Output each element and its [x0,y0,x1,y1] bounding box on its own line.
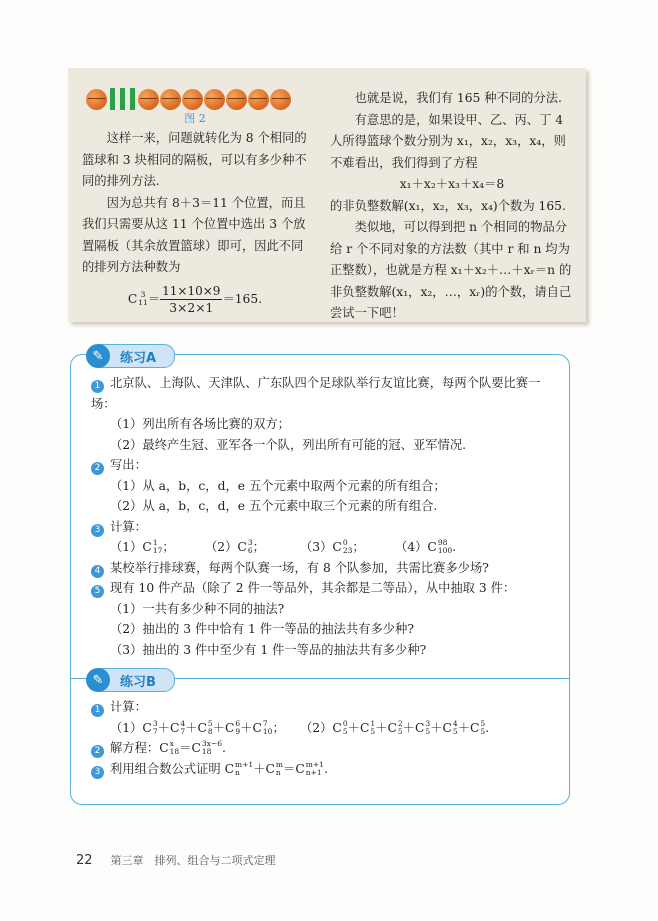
figure-2-balls-and-dividers [86,88,308,110]
calc-label: （3） [300,540,333,554]
exercise-item [91,373,559,414]
calc-label: （2） [300,720,333,735]
divider-icon [120,88,125,110]
calc-label: （4） [395,540,428,554]
exercise-text: 利用组合数公式证明 [110,761,225,776]
c-symbol: C [387,720,397,735]
combination [332,537,352,558]
paragraph: 的非负整数解(x₁，x₂，x₃，x₄)个数为 165. [330,198,566,213]
c-symbol: C [197,720,207,735]
combination [415,718,430,739]
basketball-icon [226,89,247,110]
exercise-text: 计算： [110,519,147,534]
indices [343,720,348,736]
subscript: 10 [262,726,273,736]
page-number: 22 [76,853,93,868]
pencil-icon: ✎ [86,668,110,692]
indices [235,761,253,777]
indices [398,720,403,736]
subscript: 9 [235,726,241,736]
subscript: n [275,767,281,777]
superscript: 98 [437,538,448,548]
subscript: 11 [138,298,148,308]
subscript: n [235,767,240,777]
exercise-subitem: （1）从 a，b，c，d，e 五个元素中取两个元素的所有组合； [110,478,446,493]
paragraph: 有意思的是，如果设甲、乙、丙、丁 4 人所得篮球个数分别为 x₁，x₂，x₃，x₄，则不难看出，我们得到了方程 [330,112,566,170]
subscript: 7 [180,726,186,736]
combination [387,718,402,739]
c-symbol: C [414,720,425,735]
indices [438,539,452,555]
subscript: 7 [152,726,158,736]
subscript: 18 [169,747,180,757]
divider-icon [110,88,115,110]
calc-label: （1） [110,540,143,554]
exercise-text: 解方程： [110,741,160,755]
equals: ＝ [147,291,161,306]
superscript: 1 [370,718,376,728]
superscript: 5 [207,718,213,728]
chapter-title: 第三章 排列、组合与二项式定理 [110,854,276,867]
c-symbol: C [470,720,480,735]
indices [180,720,185,736]
indices [170,740,180,756]
c-symbol: C [224,761,235,776]
superscript: 6 [235,718,241,728]
exercise-number-badge: 2 [91,745,104,758]
subscript: 23 [342,546,353,556]
basketball-icon [248,89,269,110]
subscript: 5 [425,726,431,736]
pencil-icon: ✎ [86,344,110,368]
calc-label: （1） [110,720,143,735]
punct: . [323,761,328,776]
c-symbol: C [252,720,262,735]
punct: ； [252,540,265,554]
superscript: 3 [152,718,158,728]
exercise-number-badge: 4 [91,565,104,578]
superscript: 1 [152,538,158,548]
superscript: m+1 [235,759,254,769]
calc-label: （2） [205,540,238,554]
combination [225,759,254,780]
combination-formula [82,283,308,316]
c-symbol: C [359,720,370,735]
c-symbol: C [191,741,201,755]
fraction [160,283,222,316]
superscript: 3x−6 [201,739,222,749]
superscript: 7 [262,718,268,728]
subscript: 8 [207,726,213,736]
paragraph: 因为总共有 8＋3＝11 个位置，而且我们只需要从这 11 个位置中选出 3 个放置隔板（其余放置篮球）即可，因此不同的排列方法种数为 [82,195,306,274]
punct: ； [352,540,365,554]
calc-item [110,537,205,558]
calc-row [91,718,559,739]
indices [370,720,375,736]
exercise-number-badge: 3 [91,766,104,779]
c-symbol: C [237,540,247,554]
calc-row [91,537,559,558]
superscript: 0 [342,538,348,548]
c-symbol: C [224,720,235,735]
indices [343,539,353,555]
c-symbol: C [427,540,437,554]
paragraph: 类似地，可以得到把 n 个相同的物品分给 r 个不同对象的方法数（其中 r 和 n 均为正整数），也就是方程 x₁＋x₂＋…＋xᵣ＝n 的非负整数解(x₁，x₂，…，xᵣ)的个数，请自己尝试一下吧！ [330,220,572,320]
indices [153,539,163,555]
combination [332,718,347,739]
indices [235,720,240,736]
basketball-icon [270,89,291,110]
combination [197,718,212,739]
subscript: 5 [370,726,376,736]
calc-expression: （2） C 0 5 ＋ C 1 5 ＋ C 2 5 ＋ C 3 5 ＋ C 4 5 ＋ C 5 5 . [300,718,489,739]
punct: . [452,540,457,554]
exercise-subitem: （2）从 a，b，c，d，e 五个元素中取三个元素的所有组合. [110,499,438,513]
indices [453,720,458,736]
exercise-item [91,697,559,718]
basketball-icon [182,89,203,110]
right-column [330,88,574,325]
left-column [82,88,308,316]
exercise-b-list [91,697,559,779]
basketball-icon [138,89,159,110]
c-symbol: C [142,540,152,554]
basketball-icon [160,89,181,110]
exercise-item [91,558,559,579]
exercise-number-badge: 5 [91,585,104,598]
exercise-title: 练习A [120,350,157,366]
explanation-box [68,68,586,322]
exercise-number-badge: 2 [91,462,104,475]
punct: ； [162,540,175,554]
c-symbol: C [265,761,275,776]
superscript: 0 [342,718,348,728]
exercise-subitem: （3）抽出的 3 件中至少有 1 件一等品的抽法共有多少种? [110,642,427,657]
indices [276,761,283,777]
indices [153,720,158,736]
exercise-item: 2 解方程： C x 18 ＝ C 3x−6 18 . [91,738,559,759]
superscript: 5 [480,718,486,728]
exercise-subitem: （2）最终产生冠、亚军各一个队，列出所有可能的冠、亚军情况. [110,437,467,452]
subscript: 5 [397,726,403,736]
exercise-number-badge: 1 [91,380,104,393]
combination [266,759,284,780]
subscript: 17 [152,546,163,556]
result: ＝165. [222,291,263,306]
combination [360,718,375,739]
exercise-text: 计算： [110,700,147,714]
exercise-item [91,517,559,538]
c-symbol: C [442,720,452,735]
exercise-number-badge: 1 [91,704,104,717]
exercise-item: 3 利用组合数公式证明 C m+1 n ＋ C m n ＝ C m+1 n+1 . [91,759,559,780]
calc-item [205,537,300,558]
combination [142,718,157,739]
exercise-text: 写出： [110,458,147,472]
indices [208,720,213,736]
paragraph: 这样一来，问题就转化为 8 个相同的篮球和 3 块相同的隔板，可以有多少种不同的排列方法. [82,131,307,188]
combination [427,537,452,558]
paragraph: 也就是说，我们有 165 种不同的分法. [354,91,562,105]
superscript: m [275,759,284,769]
combination [191,738,221,759]
combination [142,537,162,558]
calc-item [395,537,490,558]
exercise-text: 某校举行排球赛，每两个队赛一场，有 8 个队参加，共需比赛多少场? [110,560,489,575]
exercise-item [91,578,559,599]
punct: ； [272,720,285,735]
exercise-a-list [91,373,559,660]
punct: . [485,720,490,735]
subscript: 18 [201,747,212,757]
exercise-title: 练习B [120,674,156,690]
exercise-b-box [70,672,570,805]
basketball-icon [86,89,107,110]
exercise-a-box [70,348,570,680]
divider-icon [130,88,135,110]
c-symbol: C [332,540,342,554]
subscript: 6 [247,546,253,556]
combination [470,718,485,739]
superscript: 3 [425,718,431,728]
exercise-b-header [89,668,175,692]
indices [425,720,430,736]
combination [159,738,179,759]
exercise-subitem: （1）一共有多少种不同的抽法? [110,601,285,616]
calc-item [300,537,395,558]
combination [252,718,272,739]
exercise-a-header [89,344,175,368]
superscript: x [169,739,174,749]
superscript: 4 [180,718,186,728]
calc-expression: （1） C 3 7 ＋ C 4 7 ＋ C 5 8 ＋ C 6 9 ＋ C 7 10 ； [110,718,300,739]
superscript: m+1 [305,759,324,769]
basketball-icon [204,89,225,110]
subscript: 5 [342,726,348,736]
exercise-item [91,455,559,476]
superscript: 3 [140,290,146,300]
equation: x₁＋x₂＋x₃＋x₄＝8 [399,177,505,191]
figure-caption: 图 2 [184,112,206,125]
exercise-text: 北京队、上海队、天津队、广东队四个足球队举行友谊比赛，每两个队要比赛一场： [91,376,541,411]
c-symbol: C [169,720,180,735]
superscript: 3 [247,538,253,548]
subscript: 100 [437,546,453,556]
subscript: n+1 [305,767,322,777]
combination [295,759,324,780]
punct: . [221,741,226,755]
c-symbol: C [295,761,305,776]
c-symbol: C [332,720,342,735]
exercise-text: 现有 10 件产品（除了 2 件一等品外，其余都是二等品），从中抽取 3 件： [110,581,516,595]
page-footer [76,852,276,868]
combination [442,718,457,739]
subscript: 5 [480,726,486,736]
exercise-subitem: （1）列出所有各场比赛的双方； [110,417,290,431]
indices [306,761,324,777]
exercise-subitem: （2）抽出的 3 件中恰有 1 件一等品的抽法共有多少种? [110,622,414,636]
superscript: 4 [452,718,458,728]
c-symbol: C [159,741,169,755]
denominator: 3×2×1 [169,300,214,315]
subscript: 5 [452,726,458,736]
combination [237,537,252,558]
numerator: 11×10×9 [162,283,221,298]
superscript: 2 [397,718,403,728]
combination [225,718,240,739]
c-symbol: C [127,291,138,306]
c-symbol: C [142,720,152,735]
combination [170,718,185,739]
exercise-number-badge: 3 [91,524,104,537]
indices [202,740,222,756]
